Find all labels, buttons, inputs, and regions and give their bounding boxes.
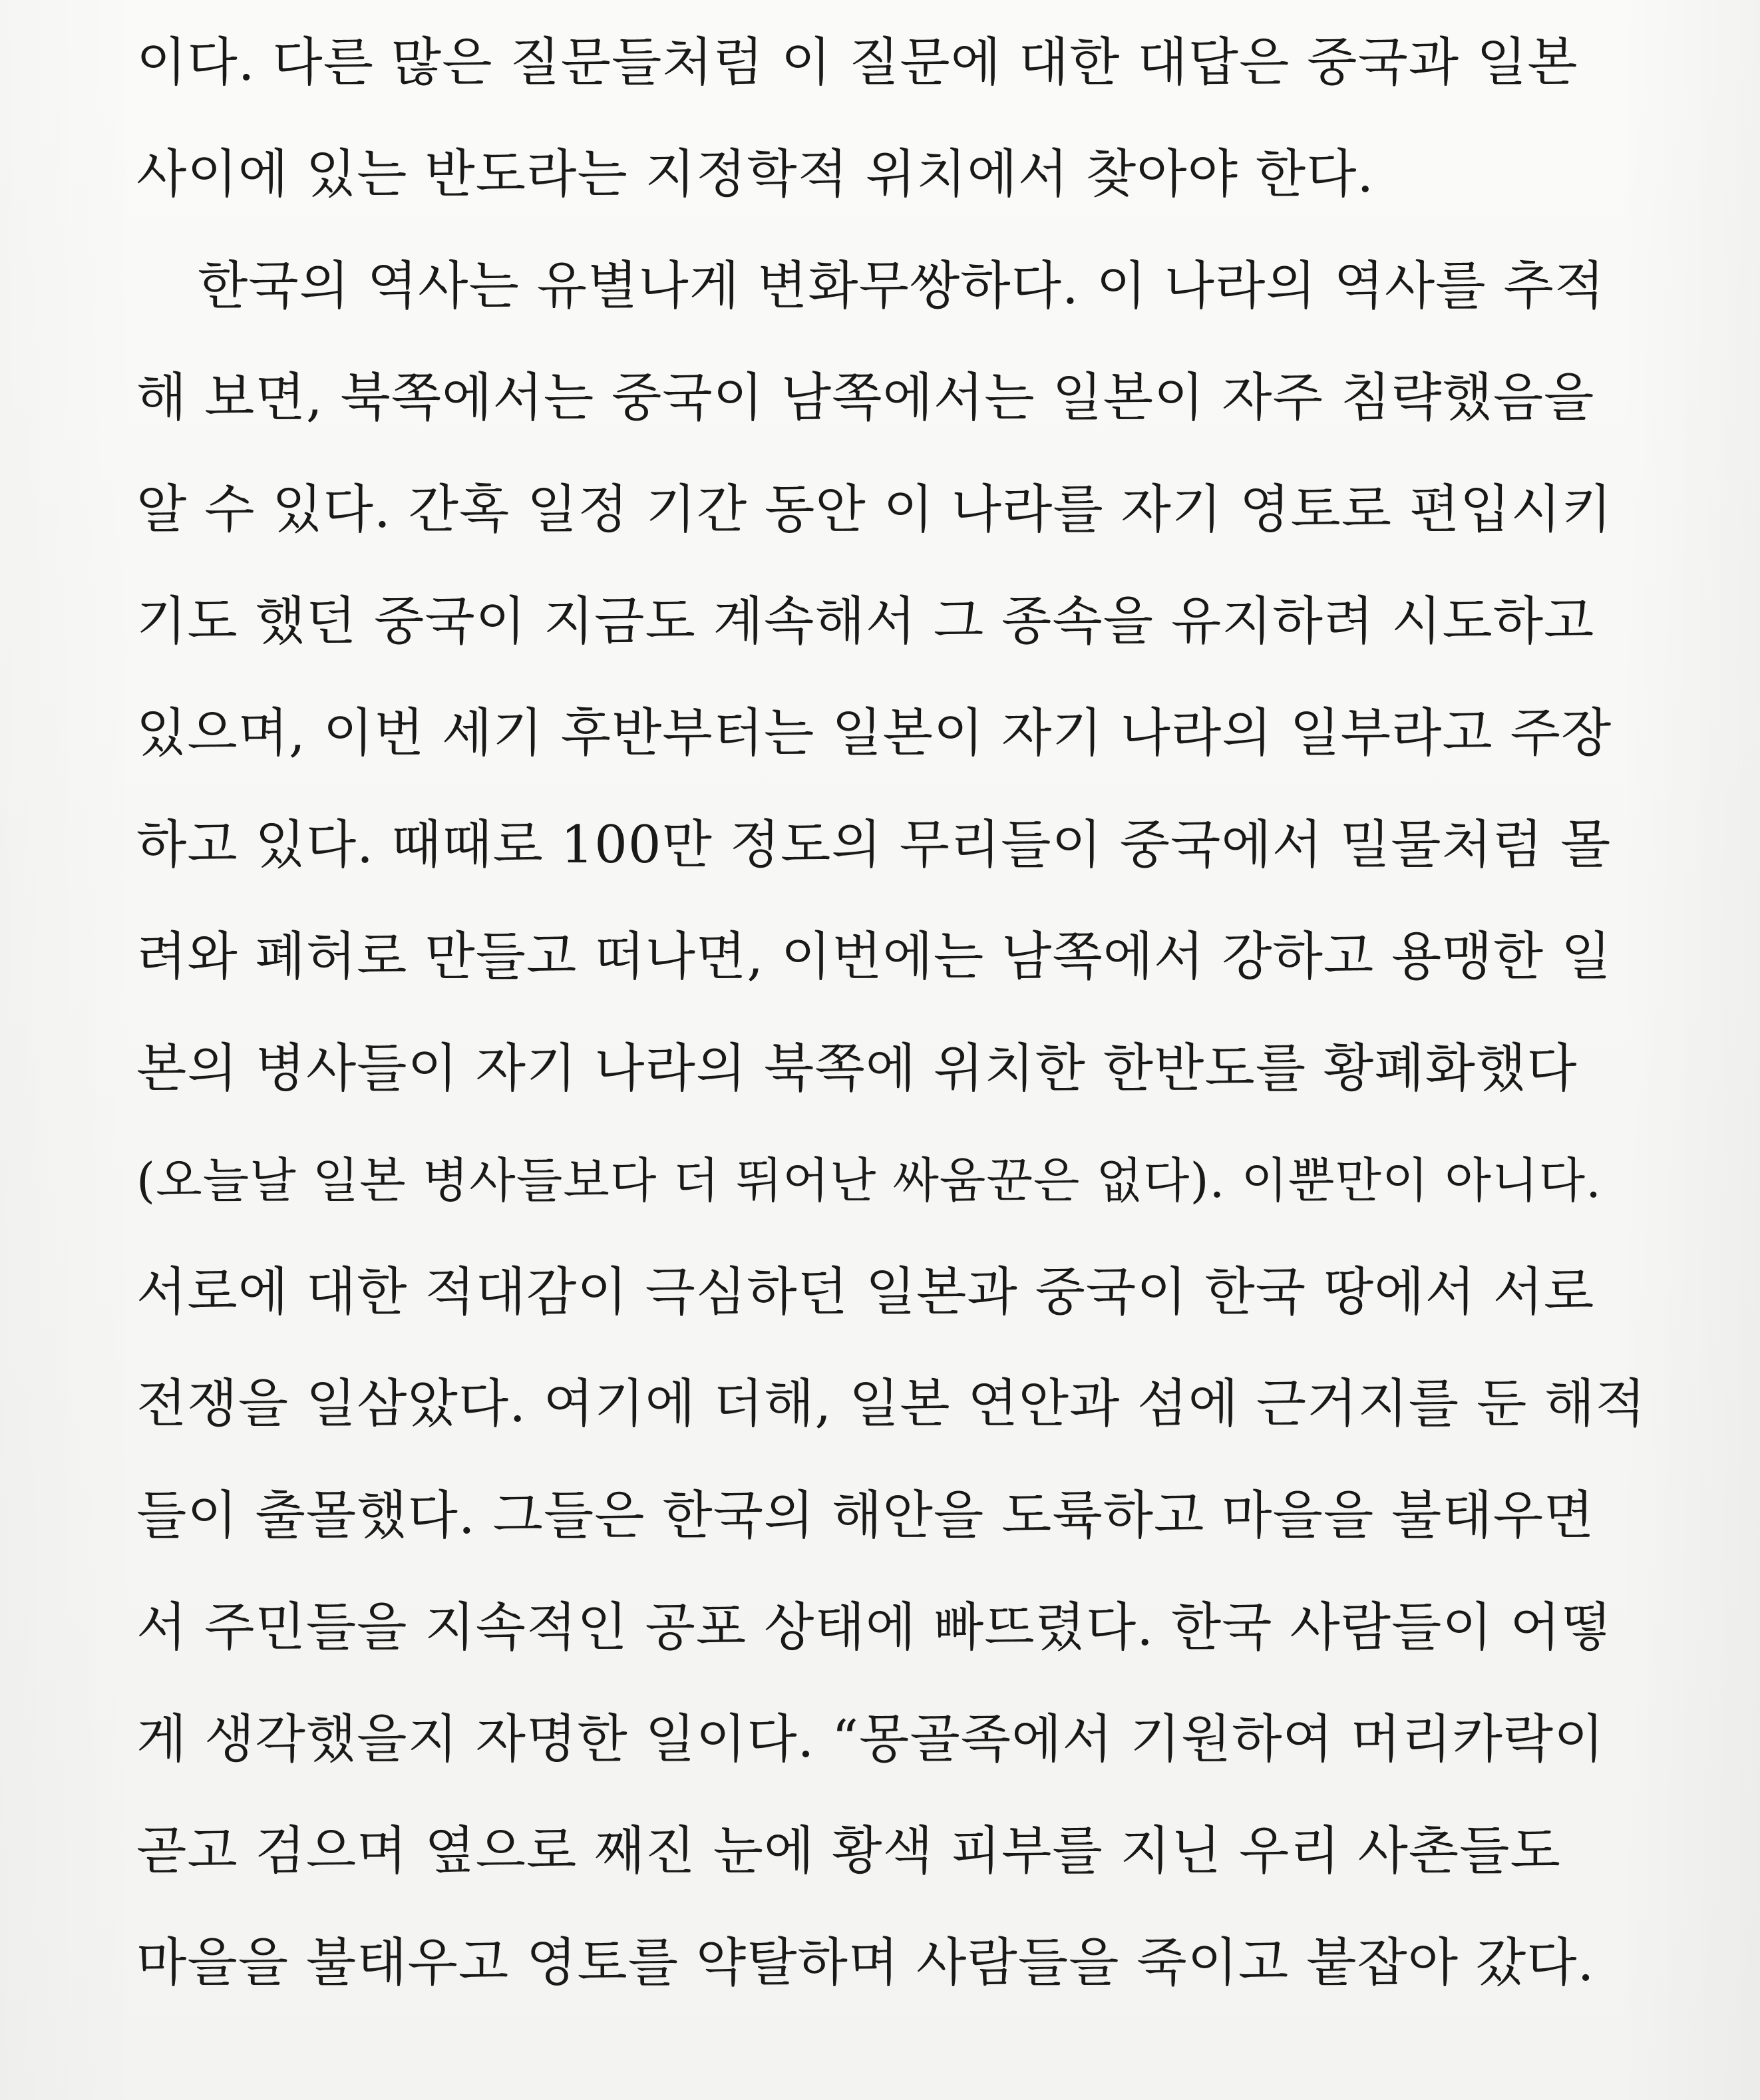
text-line-16: 게 생각했을지 자명한 일이다. “몽골족에서 기원하여 머리카락이 [136,1709,1605,1769]
text-line-2: 사이에 있는 반도라는 지정학적 위치에서 찾아야 한다. [136,144,1375,204]
text-line-8: 하고 있다. 때때로 100만 정도의 무리들이 중국에서 밀물처럼 몰 [136,815,1612,875]
text-line-17: 곧고 검으며 옆으로 째진 눈에 황색 피부를 지닌 우리 사촌들도 [136,1821,1561,1881]
text-line-9: 려와 폐허로 만들고 떠나면, 이번에는 남쪽에서 강하고 용맹한 일 [136,927,1612,987]
text-line-11: (오늘날 일본 병사들보다 더 뛰어난 싸움꾼은 없다). 이뿐만이 아니다. [136,1152,1602,1208]
text-line-1: 이다. 다른 많은 질문들처럼 이 질문에 대한 대답은 중국과 일본 [136,33,1578,92]
body-text-block [136,7,1657,2019]
text-line-6: 기도 했던 중국이 지금도 계속해서 그 종속을 유지하려 시도하고 [136,592,1595,651]
text-line-14: 들이 출몰했다. 그들은 한국의 해안을 도륙하고 마을을 불태우면 [136,1486,1595,1546]
text-line-7: 있으며, 이번 세기 후반부터는 일본이 자기 나라의 일부라고 주장 [136,703,1612,763]
text-line-18: 마을을 불태우고 영토를 약탈하며 사람들을 죽이고 붙잡아 갔다. [136,1933,1595,1993]
text-line-4: 해 보면, 북쪽에서는 중국이 남쪽에서는 일본이 자주 침략했음을 [136,368,1595,428]
text-line-15: 서 주민들을 지속적인 공포 상태에 빠뜨렸다. 한국 사람들이 어떻 [136,1598,1612,1658]
text-line-3: 한국의 역사는 유별나게 변화무쌍하다. 이 나라의 역사를 추적 [198,256,1606,316]
text-line-13: 전쟁을 일삼았다. 여기에 더해, 일본 연안과 섬에 근거지를 둔 해적 [136,1374,1646,1434]
text-line-12: 서로에 대한 적대감이 극심하던 일본과 중국이 한국 땅에서 서로 [136,1262,1595,1322]
text-line-10: 본의 병사들이 자기 나라의 북쪽에 위치한 한반도를 황폐화했다 [136,1039,1578,1099]
text-line-5: 알 수 있다. 간혹 일정 기간 동안 이 나라를 자기 영토로 편입시키 [136,480,1613,540]
